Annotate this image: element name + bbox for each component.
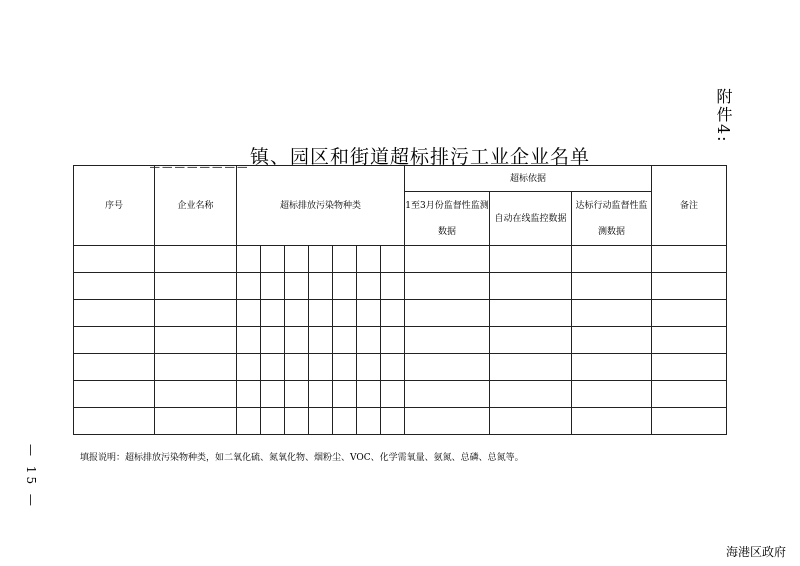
table-cell bbox=[309, 327, 333, 354]
table-cell bbox=[490, 273, 572, 300]
table-cell bbox=[357, 300, 381, 327]
table-cell bbox=[237, 246, 261, 273]
table-cell bbox=[652, 273, 727, 300]
table-cell bbox=[333, 300, 357, 327]
table-cell bbox=[490, 354, 572, 381]
table-cell bbox=[261, 273, 285, 300]
header-basis-group: 超标依据 bbox=[405, 166, 652, 192]
table-cell bbox=[309, 408, 333, 435]
page-number: — 15 — bbox=[24, 444, 38, 509]
table-cell bbox=[490, 246, 572, 273]
table-row bbox=[74, 246, 727, 273]
table-row bbox=[74, 354, 727, 381]
table-cell bbox=[333, 354, 357, 381]
table-cell bbox=[261, 246, 285, 273]
table-cell bbox=[74, 408, 155, 435]
company-list-table-wrap bbox=[73, 165, 727, 435]
table-cell bbox=[357, 381, 381, 408]
header-basis-1: 1至3月份监督性监测数据 bbox=[405, 192, 490, 246]
table-cell bbox=[155, 327, 237, 354]
table-cell bbox=[572, 273, 652, 300]
table-cell bbox=[333, 381, 357, 408]
table-cell bbox=[309, 354, 333, 381]
table-row bbox=[74, 327, 727, 354]
table-cell bbox=[237, 327, 261, 354]
table-cell bbox=[381, 327, 405, 354]
table-cell bbox=[381, 300, 405, 327]
attachment-label: 附件4: bbox=[714, 88, 733, 144]
watermark: 海港区政府 bbox=[725, 545, 786, 559]
table-cell bbox=[381, 381, 405, 408]
company-list-table bbox=[73, 165, 727, 435]
table-cell bbox=[381, 408, 405, 435]
table-cell bbox=[357, 273, 381, 300]
table-cell bbox=[74, 354, 155, 381]
table-cell bbox=[381, 246, 405, 273]
table-cell bbox=[357, 327, 381, 354]
table-cell bbox=[237, 354, 261, 381]
table-cell bbox=[155, 246, 237, 273]
table-cell bbox=[405, 354, 490, 381]
header-remarks: 备注 bbox=[652, 166, 727, 246]
table-cell bbox=[405, 327, 490, 354]
table-cell bbox=[261, 327, 285, 354]
table-cell bbox=[285, 246, 309, 273]
table-cell bbox=[572, 246, 652, 273]
table-cell bbox=[285, 327, 309, 354]
table-cell bbox=[333, 246, 357, 273]
table-cell bbox=[309, 246, 333, 273]
table-cell bbox=[405, 408, 490, 435]
table-cell bbox=[381, 354, 405, 381]
table-cell bbox=[652, 246, 727, 273]
table-cell bbox=[357, 246, 381, 273]
table-cell bbox=[155, 300, 237, 327]
table-cell bbox=[490, 408, 572, 435]
table-cell bbox=[155, 273, 237, 300]
table-cell bbox=[237, 273, 261, 300]
table-cell bbox=[285, 354, 309, 381]
table-cell bbox=[74, 300, 155, 327]
table-cell bbox=[490, 327, 572, 354]
table-row bbox=[74, 381, 727, 408]
table-cell bbox=[309, 273, 333, 300]
title-blank: ________ bbox=[150, 146, 250, 168]
header-company-name: 企业名称 bbox=[155, 166, 237, 246]
table-cell bbox=[381, 273, 405, 300]
table-cell bbox=[261, 408, 285, 435]
table-cell bbox=[405, 300, 490, 327]
table-cell bbox=[652, 381, 727, 408]
title-text: 镇、园区和街道超标排污工业企业名单 bbox=[250, 146, 591, 168]
table-cell bbox=[490, 300, 572, 327]
table-cell bbox=[652, 327, 727, 354]
table-cell bbox=[572, 300, 652, 327]
table-row bbox=[74, 300, 727, 327]
header-basis-2: 自动在线监控数据 bbox=[490, 192, 572, 246]
table-cell bbox=[261, 354, 285, 381]
table-cell bbox=[652, 300, 727, 327]
table-body bbox=[74, 246, 727, 435]
table-cell bbox=[652, 408, 727, 435]
table-cell bbox=[405, 381, 490, 408]
table-row bbox=[74, 273, 727, 300]
table-cell bbox=[333, 408, 357, 435]
table-cell bbox=[285, 408, 309, 435]
table-cell bbox=[405, 273, 490, 300]
table-cell bbox=[572, 327, 652, 354]
header-pollutant-types: 超标排放污染物种类 bbox=[237, 166, 405, 246]
header-basis-3: 达标行动监督性监测数据 bbox=[572, 192, 652, 246]
table-cell bbox=[333, 327, 357, 354]
table-cell bbox=[309, 381, 333, 408]
table-cell bbox=[155, 354, 237, 381]
table-cell bbox=[74, 246, 155, 273]
table-row bbox=[74, 408, 727, 435]
table-cell bbox=[261, 300, 285, 327]
table-cell bbox=[237, 381, 261, 408]
table-cell bbox=[74, 273, 155, 300]
table-cell bbox=[285, 273, 309, 300]
table-cell bbox=[652, 354, 727, 381]
header-serial: 序号 bbox=[74, 166, 155, 246]
table-cell bbox=[155, 381, 237, 408]
table-cell bbox=[285, 381, 309, 408]
table-cell bbox=[155, 408, 237, 435]
fill-instructions: 填报说明：超标排放污染物种类，如二氧化硫、氮氧化物、烟粉尘、VOC、化学需氧量、氨氮、总磷、总氮等。 bbox=[80, 453, 524, 463]
table-cell bbox=[74, 381, 155, 408]
table-cell bbox=[357, 354, 381, 381]
table-cell bbox=[309, 300, 333, 327]
table-cell bbox=[572, 408, 652, 435]
table-cell bbox=[74, 327, 155, 354]
table-cell bbox=[572, 381, 652, 408]
table-cell bbox=[237, 300, 261, 327]
table-cell bbox=[357, 408, 381, 435]
table-cell bbox=[572, 354, 652, 381]
table-cell bbox=[490, 381, 572, 408]
table-cell bbox=[405, 246, 490, 273]
table-cell bbox=[237, 408, 261, 435]
table-cell bbox=[261, 381, 285, 408]
table-cell bbox=[333, 273, 357, 300]
table-cell bbox=[285, 300, 309, 327]
